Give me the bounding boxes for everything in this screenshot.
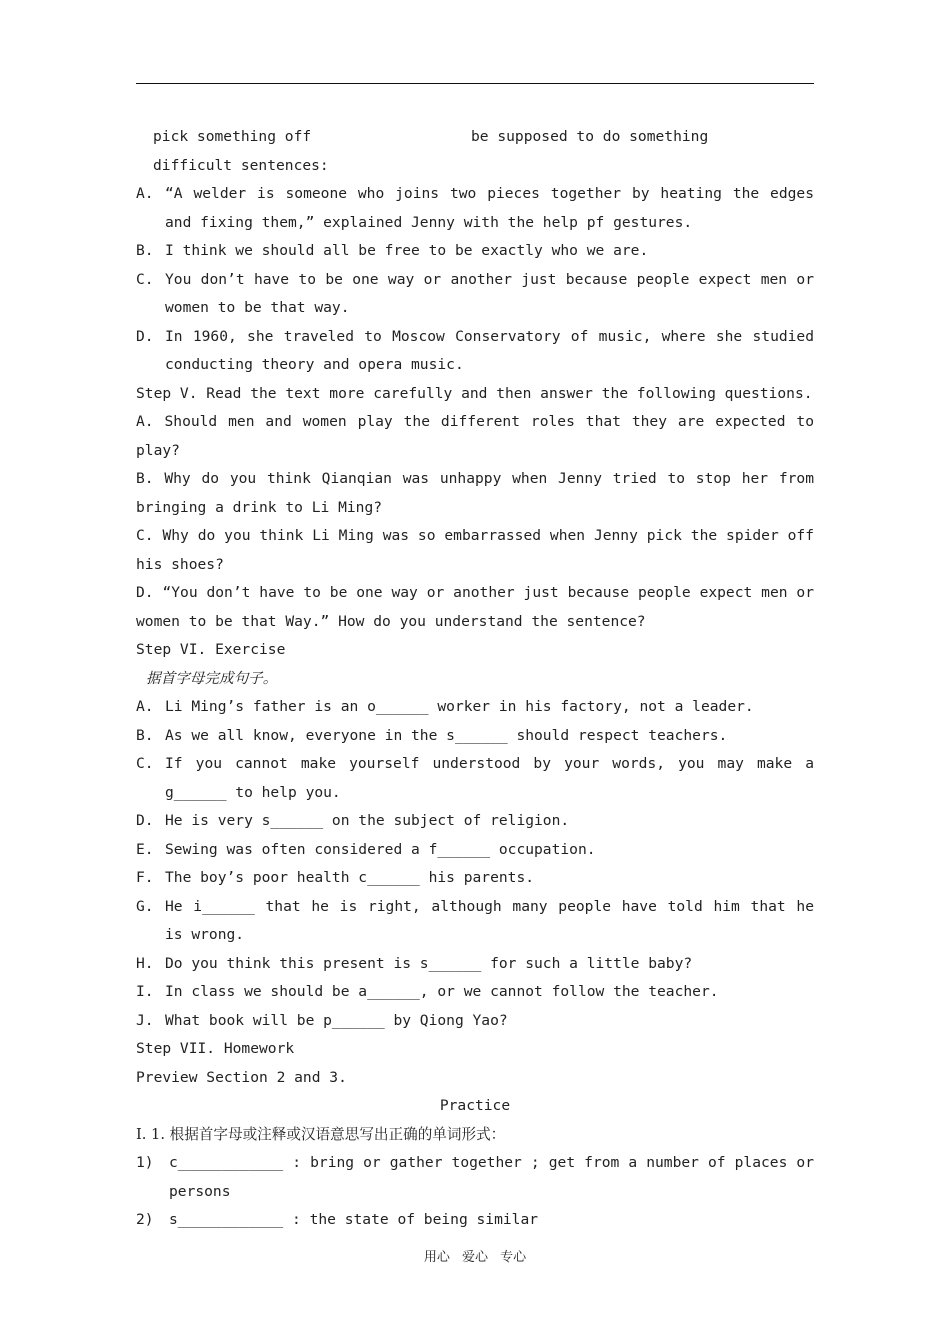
step-6-heading: Step VI. Exercise — [136, 641, 286, 658]
exercise-item: H. Do you think this present is s______ for such a little baby? — [136, 954, 693, 972]
exercise-item: B. As we all know, everyone in the s______ should respect teachers. — [136, 726, 728, 744]
difficult-item: B. I think we should all be free to be exactly who we are. — [136, 242, 649, 259]
question: B. Why do you think Qianqian was unhappy when Jenny tried to stop her from bringing a drink to Li Ming? — [136, 470, 814, 516]
exercise-item: C. If you cannot make yourself understood by your words, you may make a g______ to help you. — [136, 755, 814, 801]
exercise-item: E. Sewing was often considered a f______ occupation. — [136, 840, 596, 858]
exercise-item: J. What book will be p______ by Qiong Yao? — [136, 1011, 508, 1029]
exercise-item: D. He is very s______ on the subject of religion. — [136, 812, 570, 829]
exercise-item: A. Li Ming’s father is an o______ worker in his factory, not a leader. — [136, 698, 754, 715]
difficult-heading: difficult sentences: — [153, 156, 329, 174]
question: C. Why do you think Li Ming was so embarrassed when Jenny pick the spider off his shoes? — [136, 527, 814, 573]
header-rule — [136, 83, 814, 84]
exercise-item: I. In class we should be a______, or we cannot follow the teacher. — [136, 983, 719, 1000]
homework-text: Preview Section 2 and 3. — [136, 1068, 347, 1086]
difficult-item: C. You don’t have to be one way or another just because people expect men or women to be that way. — [136, 270, 814, 316]
practice-item: 2) s____________ : the state of being similar — [136, 1211, 539, 1228]
difficult-item: D. In 1960, she traveled to Moscow Conservatory of music, where she studied conducting theory and opera music. — [136, 327, 814, 373]
difficult-item: A. “A welder is someone who joins two pieces together by heating the edges and fixing them,” explained Jenny with the help pf gestures. — [136, 185, 814, 231]
practice-instruction: I. 1. 根据首字母或注释或汉语意思写出正确的单词形式： — [136, 1125, 506, 1143]
question: A. Should men and women play the different roles that they are expected to play? — [136, 413, 814, 459]
practice-item: 1) c____________ : bring or gather together ; get from a number of places or persons — [136, 1154, 814, 1200]
page-footer: 用心 爱心 专心 — [423, 1250, 527, 1265]
exercise-instruction: 据首字母完成句子。 — [146, 669, 278, 687]
document-body — [136, 123, 814, 1235]
exercise-item: G. He i______ that he is right, although many people have told him that he is wrong. — [136, 897, 814, 943]
step-5-heading: Step V. Read the text more carefully and then answer the following questions. — [136, 384, 813, 402]
vocab-right: be supposed to do something — [471, 128, 709, 145]
practice-title: Practice — [439, 1097, 511, 1114]
vocab-row — [136, 123, 814, 152]
step-7-heading: Step VII. Homework — [136, 1040, 295, 1057]
exercise-item: F. The boy’s poor health c______ his parents. — [136, 869, 535, 886]
vocab-left: pick something off — [153, 128, 312, 145]
question: D. “You don’t have to be one way or another just because people expect men or women to be that Way.” How do you understand the sentence? — [136, 584, 814, 630]
